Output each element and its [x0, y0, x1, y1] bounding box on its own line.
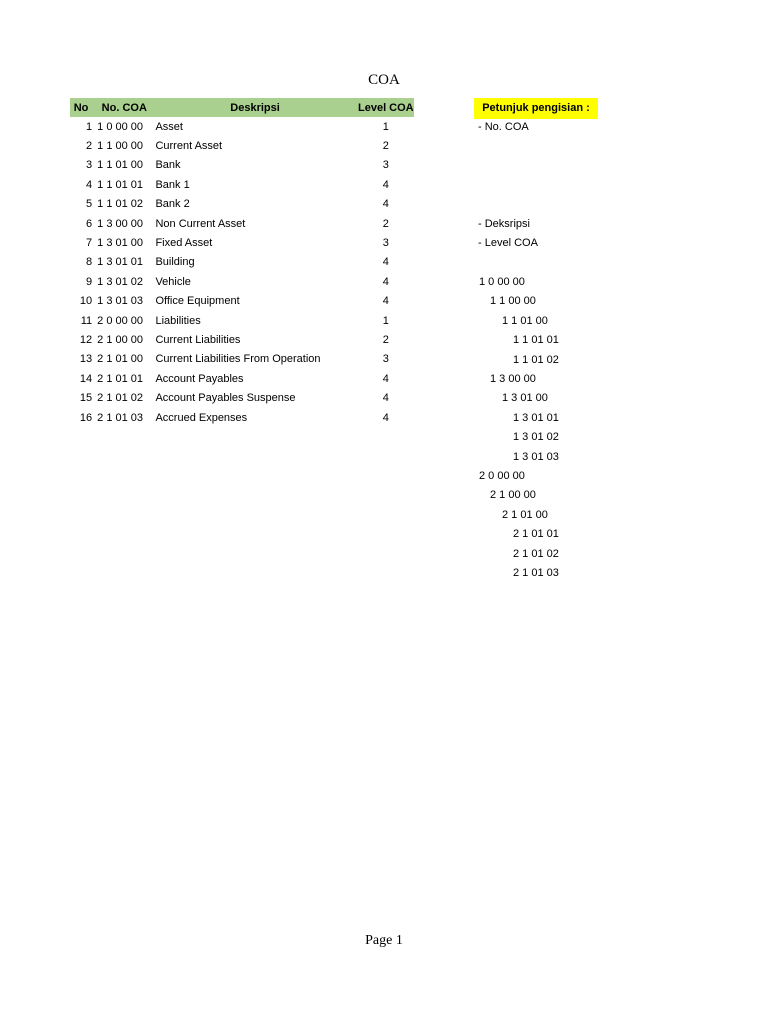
header-description: Deskripsi	[152, 98, 357, 117]
tree-item: 2 1 01 02	[513, 547, 559, 560]
row-level: 1	[382, 314, 389, 327]
row-no: 2	[86, 140, 93, 153]
table-row	[70, 195, 414, 214]
table-row	[70, 330, 414, 349]
row-description: Vehicle	[155, 275, 191, 288]
table-row	[70, 311, 414, 330]
table-row	[70, 253, 414, 272]
row-code: 1 1 01 02	[97, 198, 144, 211]
row-code: 1 3 00 00	[97, 217, 144, 230]
row-no: 7	[86, 237, 93, 250]
row-code: 2 1 01 00	[97, 353, 144, 366]
row-level: 1	[382, 120, 389, 133]
row-code: 1 3 01 01	[97, 256, 144, 269]
guide-note-level: - Level COA	[478, 237, 538, 249]
row-level: 4	[382, 411, 389, 424]
guide-header: Petunjuk pengisian :	[474, 98, 598, 119]
table-row	[70, 156, 414, 175]
row-level: 3	[382, 159, 389, 172]
table-row	[70, 388, 414, 407]
row-description: Current Asset	[155, 140, 223, 153]
row-no: 8	[86, 256, 93, 269]
row-code: 1 3 01 02	[97, 275, 144, 288]
row-no: 15	[79, 392, 93, 405]
row-level: 4	[382, 256, 389, 269]
row-code: 1 0 00 00	[97, 120, 144, 133]
table-row	[70, 408, 414, 427]
tree-item: 2 1 01 00	[502, 508, 548, 521]
row-level: 4	[382, 295, 389, 308]
table-row	[70, 117, 414, 136]
tree-item: 1 3 01 01	[513, 411, 559, 424]
header-code: No. COA	[96, 98, 152, 117]
header-level: Level COA	[358, 98, 414, 117]
guide-note-coa: - No. COA	[478, 121, 529, 133]
row-no: 4	[86, 178, 93, 191]
row-code: 1 1 01 01	[97, 178, 144, 191]
row-level: 4	[382, 198, 389, 211]
row-description: Current Liabilities From Operation	[155, 353, 321, 366]
page-title: COA	[368, 72, 400, 88]
row-description: Bank 2	[155, 198, 190, 211]
page-footer: Page 1	[365, 933, 403, 948]
table-row	[70, 272, 414, 291]
row-no: 13	[79, 353, 93, 366]
row-description: Building	[155, 256, 195, 269]
row-level: 4	[382, 275, 389, 288]
row-description: Non Current Asset	[155, 217, 246, 230]
row-code: 2 1 01 01	[97, 372, 144, 385]
row-level: 2	[382, 217, 389, 230]
table-row	[70, 292, 414, 311]
row-description: Current Liabilities	[155, 333, 241, 346]
row-no: 9	[86, 275, 93, 288]
tree-item: 1 1 00 00	[490, 295, 536, 308]
row-description: Bank	[155, 159, 181, 172]
row-no: 11	[80, 314, 93, 327]
row-level: 4	[382, 372, 389, 385]
row-code: 1 3 01 03	[97, 295, 144, 308]
row-level: 4	[382, 178, 389, 191]
row-level: 4	[382, 392, 389, 405]
tree-item: 2 1 01 03	[513, 567, 559, 579]
header-no: No	[70, 98, 96, 117]
tree-item: 1 1 01 02	[513, 353, 559, 366]
row-level: 2	[382, 140, 389, 153]
row-level: 3	[382, 237, 389, 250]
row-description: Account Payables	[155, 372, 244, 385]
row-description: Accrued Expenses	[155, 411, 248, 424]
table-row	[70, 369, 414, 388]
row-description: Bank 1	[155, 178, 190, 191]
row-no: 5	[86, 198, 93, 211]
tree-item: 1 3 01 00	[502, 392, 548, 405]
tree-item: 1 3 00 00	[490, 373, 536, 385]
row-level: 3	[382, 353, 389, 366]
table-row	[70, 233, 414, 252]
row-description: Account Payables Suspense	[155, 392, 296, 405]
row-description: Fixed Asset	[155, 237, 213, 250]
table-row	[70, 350, 414, 369]
table-row	[70, 214, 414, 233]
row-code: 1 3 01 00	[97, 237, 144, 250]
row-code: 2 0 00 00	[97, 314, 144, 327]
table-header-row	[70, 98, 414, 117]
row-no: 3	[86, 159, 93, 172]
row-description: Office Equipment	[155, 295, 240, 308]
tree-item: 2 1 00 00	[490, 489, 536, 502]
tree-item: 2 1 01 01	[513, 528, 559, 541]
row-description: Asset	[155, 120, 183, 133]
tree-item: 1 3 01 03	[513, 450, 559, 463]
row-code: 1 1 01 00	[97, 159, 144, 172]
tree-item: 1 1 01 00	[502, 314, 548, 327]
row-no: 6	[86, 217, 93, 230]
tree-item: 1 0 00 00	[479, 276, 525, 288]
row-code: 2 1 01 03	[97, 411, 144, 424]
row-level: 2	[382, 333, 389, 346]
row-no: 12	[79, 333, 93, 346]
row-no: 10	[79, 295, 93, 308]
table-body	[70, 117, 414, 427]
table-row	[70, 136, 414, 155]
row-no: 1	[86, 120, 93, 133]
tree-item: 2 0 00 00	[479, 470, 525, 482]
row-no: 14	[79, 372, 93, 385]
table-row	[70, 175, 414, 194]
tree-item: 1 3 01 02	[513, 431, 559, 444]
row-description: Liabilities	[155, 314, 201, 327]
row-code: 1 1 00 00	[97, 140, 144, 153]
coa-table	[70, 98, 414, 427]
row-code: 2 1 00 00	[97, 333, 144, 346]
row-code: 2 1 01 02	[97, 392, 144, 405]
guide-note-description: - Deksripsi	[478, 218, 530, 230]
row-no: 16	[79, 411, 93, 424]
tree-item: 1 1 01 01	[513, 334, 559, 347]
